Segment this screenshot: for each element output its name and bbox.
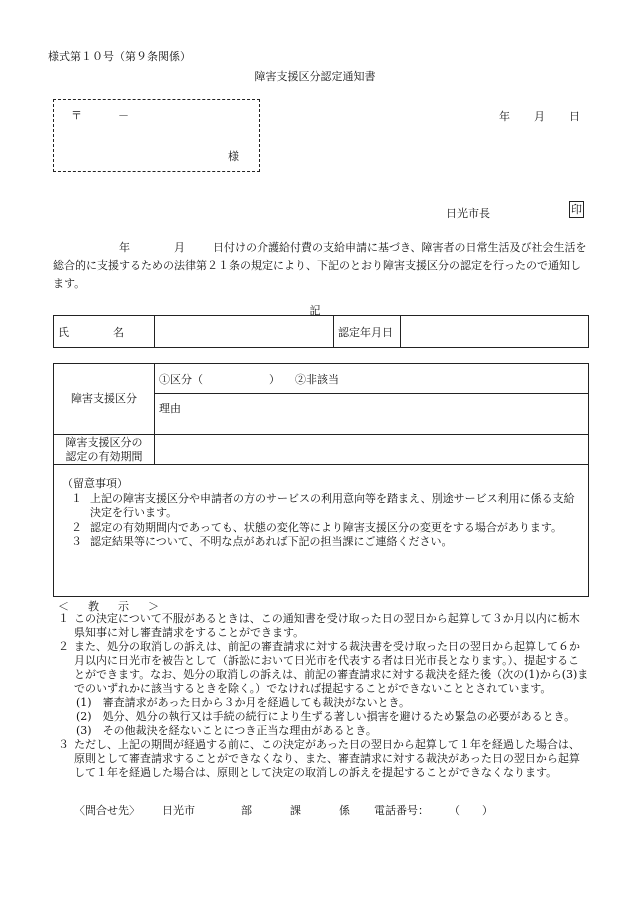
contact-section: 課	[290, 804, 301, 817]
teaching-number: ３	[58, 738, 69, 751]
contact-line	[74, 802, 493, 818]
teaching-item	[58, 612, 590, 640]
contact-department: 部	[241, 804, 252, 817]
teaching-sub-item: (2) 処分、処分の執行又は手続の続行により生ずる著しい損害を避けるため緊急の必要があるとき。	[76, 710, 576, 723]
teaching-section	[58, 612, 590, 780]
date-month: 月	[534, 110, 545, 123]
teaching-number: ２	[58, 640, 69, 653]
ki-heading: 記	[309, 304, 321, 317]
teaching-text: ただし、上記の期間が経過する前に、この決定があった日の翌日から起算して１年を経過した場合は、原則として審査請求することができなくなり、また、審査請求に対する裁決があった日の翌日から起算して１年を経過した場合は、原則として決定の取消しの訴えを提起することができなくなります。	[74, 738, 580, 779]
classification-table	[53, 363, 589, 597]
teaching-item	[58, 640, 590, 696]
certification-date-value	[401, 316, 589, 348]
classification-options	[155, 364, 589, 394]
contact-label: 〈問合せ先〉	[74, 804, 140, 817]
notes-cell	[54, 465, 589, 597]
note-number: ２	[71, 520, 82, 534]
teaching-title: ＜ 教 示 ＞	[58, 600, 163, 613]
validity-label-line1: 障害支援区分の	[65, 435, 143, 449]
document-title: 障害支援区分認定通知書	[254, 70, 376, 83]
name-value	[155, 316, 334, 348]
note-item	[62, 492, 580, 521]
validity-period-value	[155, 435, 589, 465]
contact-city: 日光市	[162, 804, 195, 817]
postal-mark: 〒	[71, 109, 82, 122]
option-classification: ①区分（ ）	[159, 372, 280, 386]
body-text: 日付けの介護給付費の支給申請に基づき、障害者の日常生活及び社会生活を総合的に支援するための法律第２１条の規定により、下記のとおり障害支援区分の認定を行ったので通知します。	[53, 241, 587, 290]
reason-cell: 理由	[155, 394, 589, 435]
seal-mark: 印	[571, 203, 582, 216]
form-number: 様式第１０号（第９条関係）	[48, 50, 191, 63]
teaching-sub-item: (3) その他裁決を経ないことにつき正当な理由があるとき。	[76, 724, 377, 737]
note-text: 認定の有効期間内であっても、状態の変化等により障害支援区分の変更をする場合があります。	[90, 520, 563, 534]
validity-period-label	[54, 435, 155, 465]
notes-title: （留意事項）	[62, 477, 128, 490]
recipient-table	[53, 315, 589, 348]
address-box	[53, 99, 260, 172]
teaching-number: １	[58, 612, 69, 625]
phone-label: 電話番号：	[374, 804, 429, 817]
body-year: 年	[119, 241, 130, 254]
note-item	[62, 521, 580, 536]
date-day: 日	[569, 110, 580, 123]
teaching-text: この決定について不服があるときは、この通知書を受け取った日の翌日から起算して３か月以内に栃木県知事に対し審査請求をすることができます。	[74, 612, 580, 639]
body-month: 月	[174, 241, 185, 254]
phone-value: （ ）	[449, 804, 493, 817]
note-item	[62, 535, 580, 550]
issue-date	[499, 108, 580, 124]
option-not-applicable: ②非該当	[295, 372, 339, 386]
postal-separator: －	[118, 109, 129, 122]
note-text: 認定結果等について、不明な点があれば下記の担当課にご連絡ください。	[90, 535, 453, 548]
contact-unit: 係	[339, 804, 350, 817]
teaching-item	[58, 738, 590, 780]
classification-label: 障害支援区分	[54, 364, 155, 435]
note-number: １	[71, 491, 82, 505]
note-text: 上記の障害支援区分や申請者の方のサービスの利用意向等を踏まえ、別途サービス利用に係る支給決定を行います。	[90, 491, 575, 519]
issuer-name: 日光市長	[446, 207, 490, 220]
notice-body	[53, 239, 591, 293]
teaching-sub-item: (1) 審査請求があった日から３か月を経過しても裁決がないとき。	[76, 696, 411, 709]
date-year: 年	[499, 110, 510, 123]
note-number: ３	[71, 535, 82, 548]
validity-label-line2: 認定の有効期間	[65, 449, 143, 463]
teaching-text: また、処分の取消しの訴えは、前記の審査請求に対する裁決書を受け取った日の翌日から起算して６か月以内に日光市を被告として（訴訟において日光市を代表する者は日光市長となります。）、提起することができます。なお、処分の取消しの訴えは、前記の審査請求に対する裁決を経た後（次の(1)から(3)までのいずれかに該当するときを除く。）でなければ提起することができないこととされています。	[74, 640, 589, 695]
honorific-sama: 様	[228, 150, 239, 163]
name-label: 氏 名	[54, 316, 155, 348]
certification-date-label: 認定年月日	[334, 316, 401, 348]
